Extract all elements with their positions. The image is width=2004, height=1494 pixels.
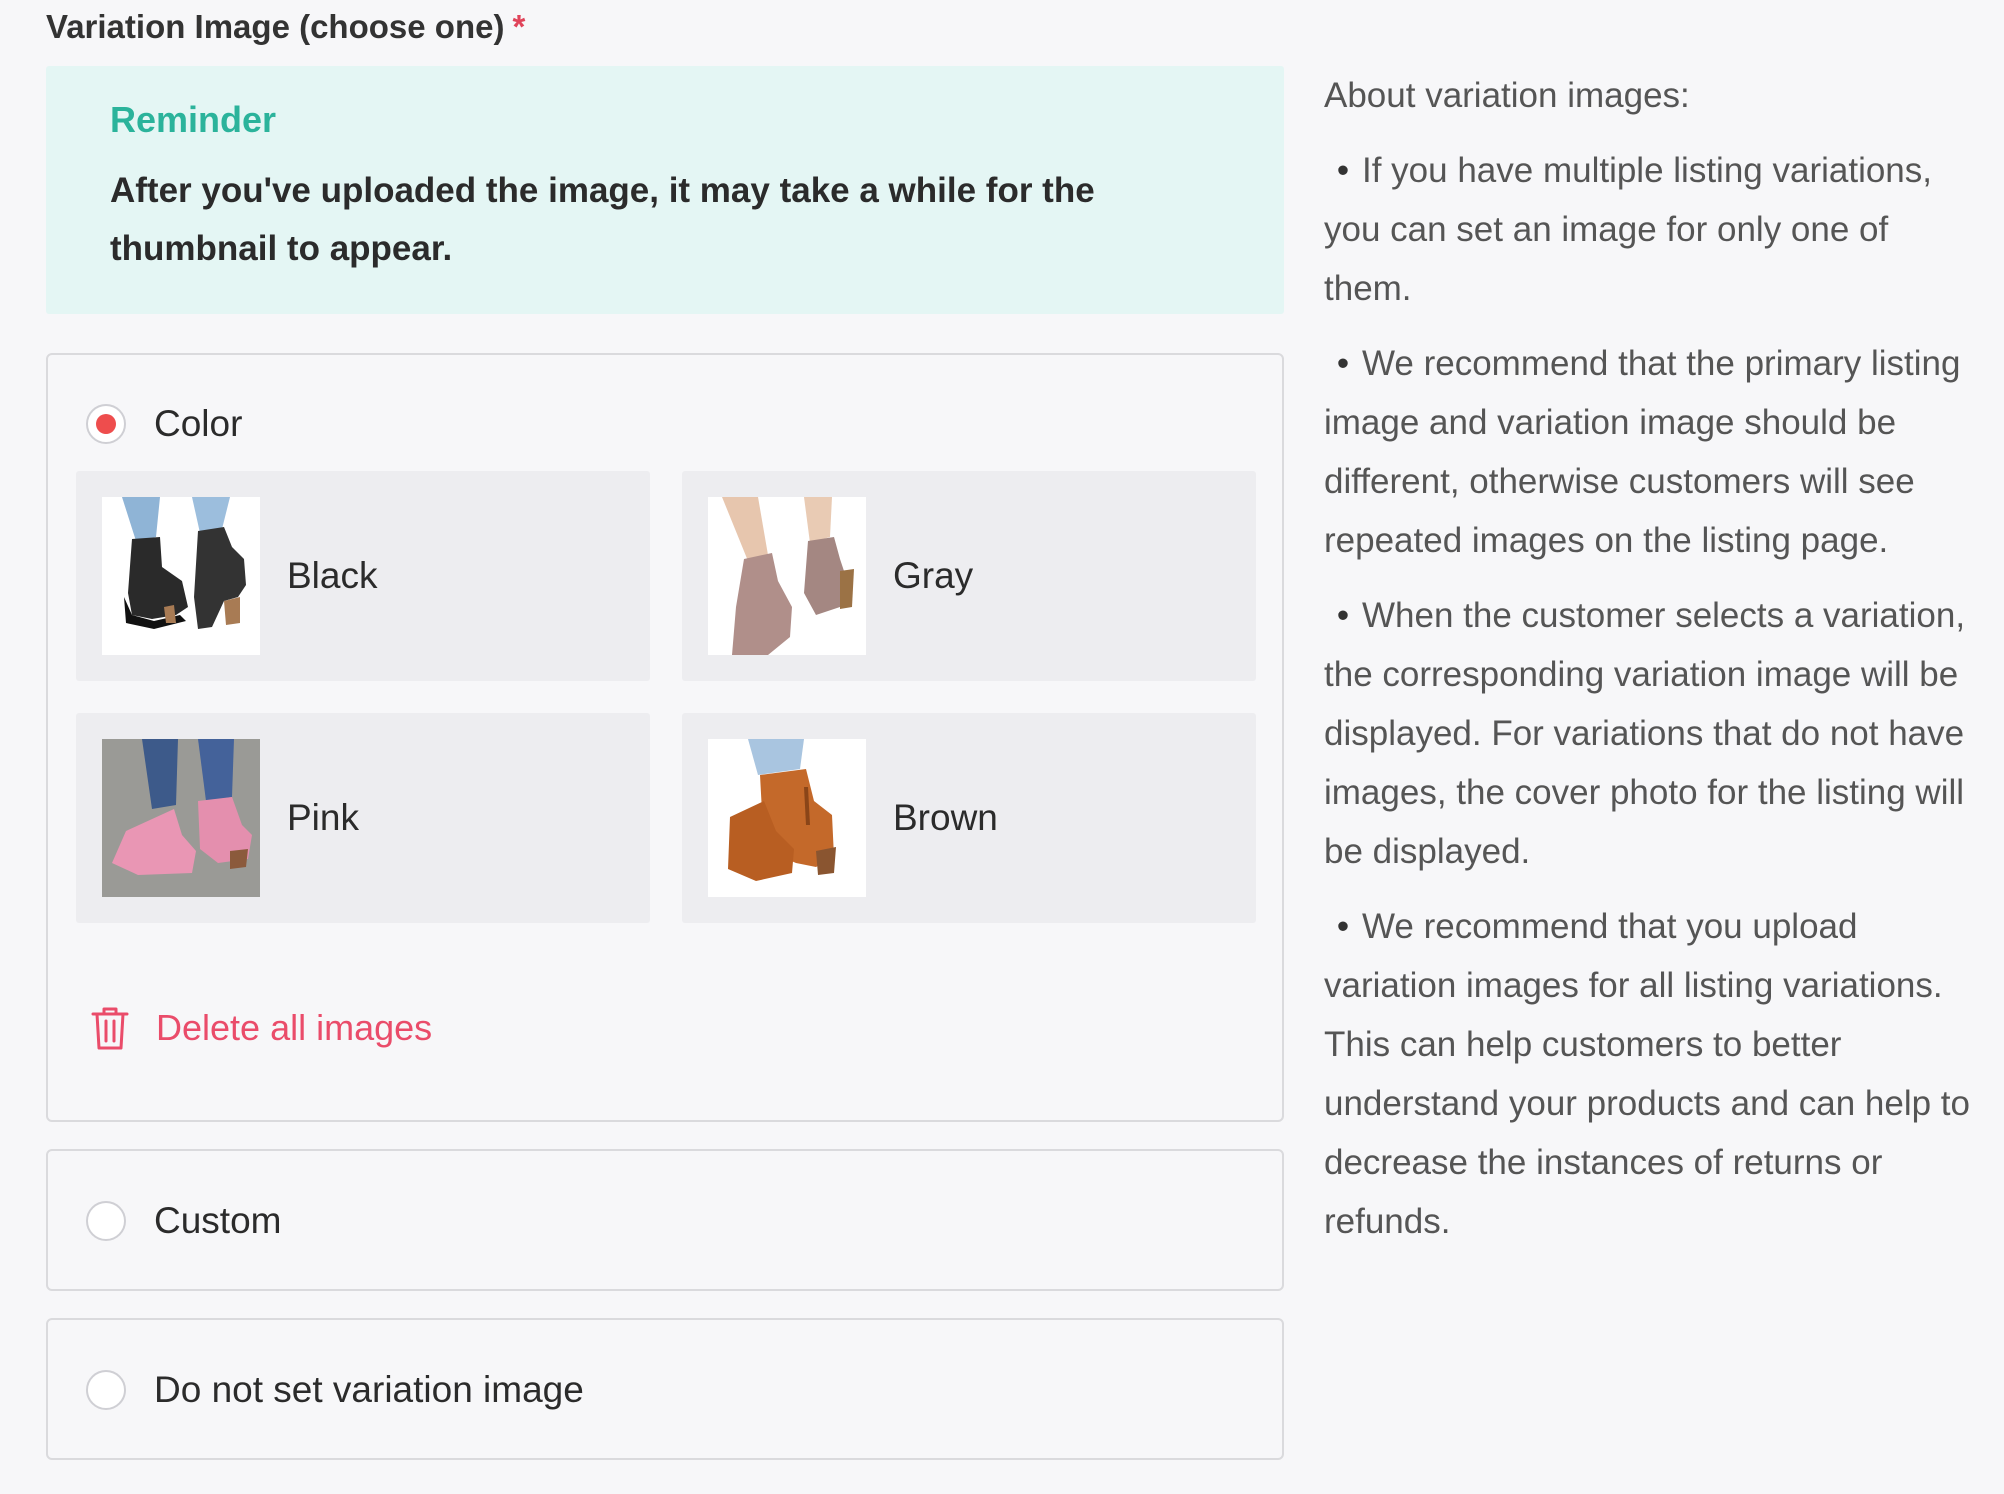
- radio-color[interactable]: [86, 404, 126, 444]
- delete-all-images-button[interactable]: [90, 1005, 432, 1051]
- option-card-custom[interactable]: [46, 1149, 1284, 1291]
- about-variation-images: [1324, 66, 1974, 1267]
- bullet: •: [1336, 596, 1350, 635]
- variant-name-black: Black: [287, 555, 378, 596]
- about-item: [1324, 897, 1974, 1251]
- radio-no-variation-image[interactable]: [86, 1370, 126, 1410]
- bullet: •: [1336, 151, 1350, 190]
- trash-icon: [90, 1005, 130, 1051]
- variant-item-gray[interactable]: [682, 471, 1256, 681]
- delete-all-images-label: Delete all images: [156, 1007, 433, 1048]
- about-item-text: When the customer selects a variation, the corresponding variation image will be displayed. For variations that do not have images, the cover photo for the listing will be displayed.: [1324, 596, 1966, 871]
- variant-item-black[interactable]: [76, 471, 650, 681]
- option-color[interactable]: [86, 403, 242, 445]
- reminder-title: Reminder: [110, 99, 277, 140]
- radio-custom[interactable]: [86, 1201, 126, 1241]
- about-item: [1324, 586, 1974, 881]
- option-custom[interactable]: [86, 1200, 281, 1242]
- about-title: About variation images:: [1324, 76, 1690, 115]
- option-color-label: Color: [154, 403, 243, 444]
- gray-boots-image: [708, 497, 866, 655]
- option-no-variation-image-label: Do not set variation image: [154, 1369, 584, 1410]
- about-item-text: If you have multiple listing variations, you can set an image for only one of them.: [1324, 151, 1932, 308]
- variant-name-brown: Brown: [893, 797, 998, 838]
- variant-item-brown[interactable]: [682, 713, 1256, 923]
- gray-boots-thumbnail[interactable]: [708, 497, 866, 655]
- about-item-text: We recommend that you upload variation images for all listing variations. This can help customers to better understand your products and can help to decrease the instances of returns or refunds.: [1324, 907, 1970, 1241]
- variation-image-field-label: [46, 8, 525, 46]
- variant-name-pink: Pink: [287, 797, 359, 838]
- option-custom-label: Custom: [154, 1200, 282, 1241]
- pink-boots-thumbnail[interactable]: [102, 739, 260, 897]
- about-item: [1324, 141, 1974, 318]
- option-no-variation-image[interactable]: [86, 1369, 584, 1411]
- about-item-text: We recommend that the primary listing image and variation image should be different, otherwise customers will see repeated images on the listing page.: [1324, 344, 1961, 560]
- reminder-body: After you've uploaded the image, it may take a while for the thumbnail to appear.: [110, 171, 1095, 268]
- variant-name-gray: Gray: [893, 555, 974, 596]
- black-boots-thumbnail[interactable]: [102, 497, 260, 655]
- bullet: •: [1336, 344, 1350, 383]
- required-mark: *: [512, 8, 526, 45]
- black-boots-image: [102, 497, 260, 655]
- option-card-color: [46, 353, 1284, 1122]
- reminder-box: [46, 66, 1284, 314]
- bullet: •: [1336, 907, 1350, 946]
- about-item: [1324, 334, 1974, 570]
- option-card-no-variation-image[interactable]: [46, 1318, 1284, 1460]
- field-label-text: Variation Image (choose one): [46, 8, 505, 45]
- brown-boots-thumbnail[interactable]: [708, 739, 866, 897]
- variant-item-pink[interactable]: [76, 713, 650, 923]
- brown-boots-image: [708, 739, 866, 897]
- pink-boots-image: [102, 739, 260, 897]
